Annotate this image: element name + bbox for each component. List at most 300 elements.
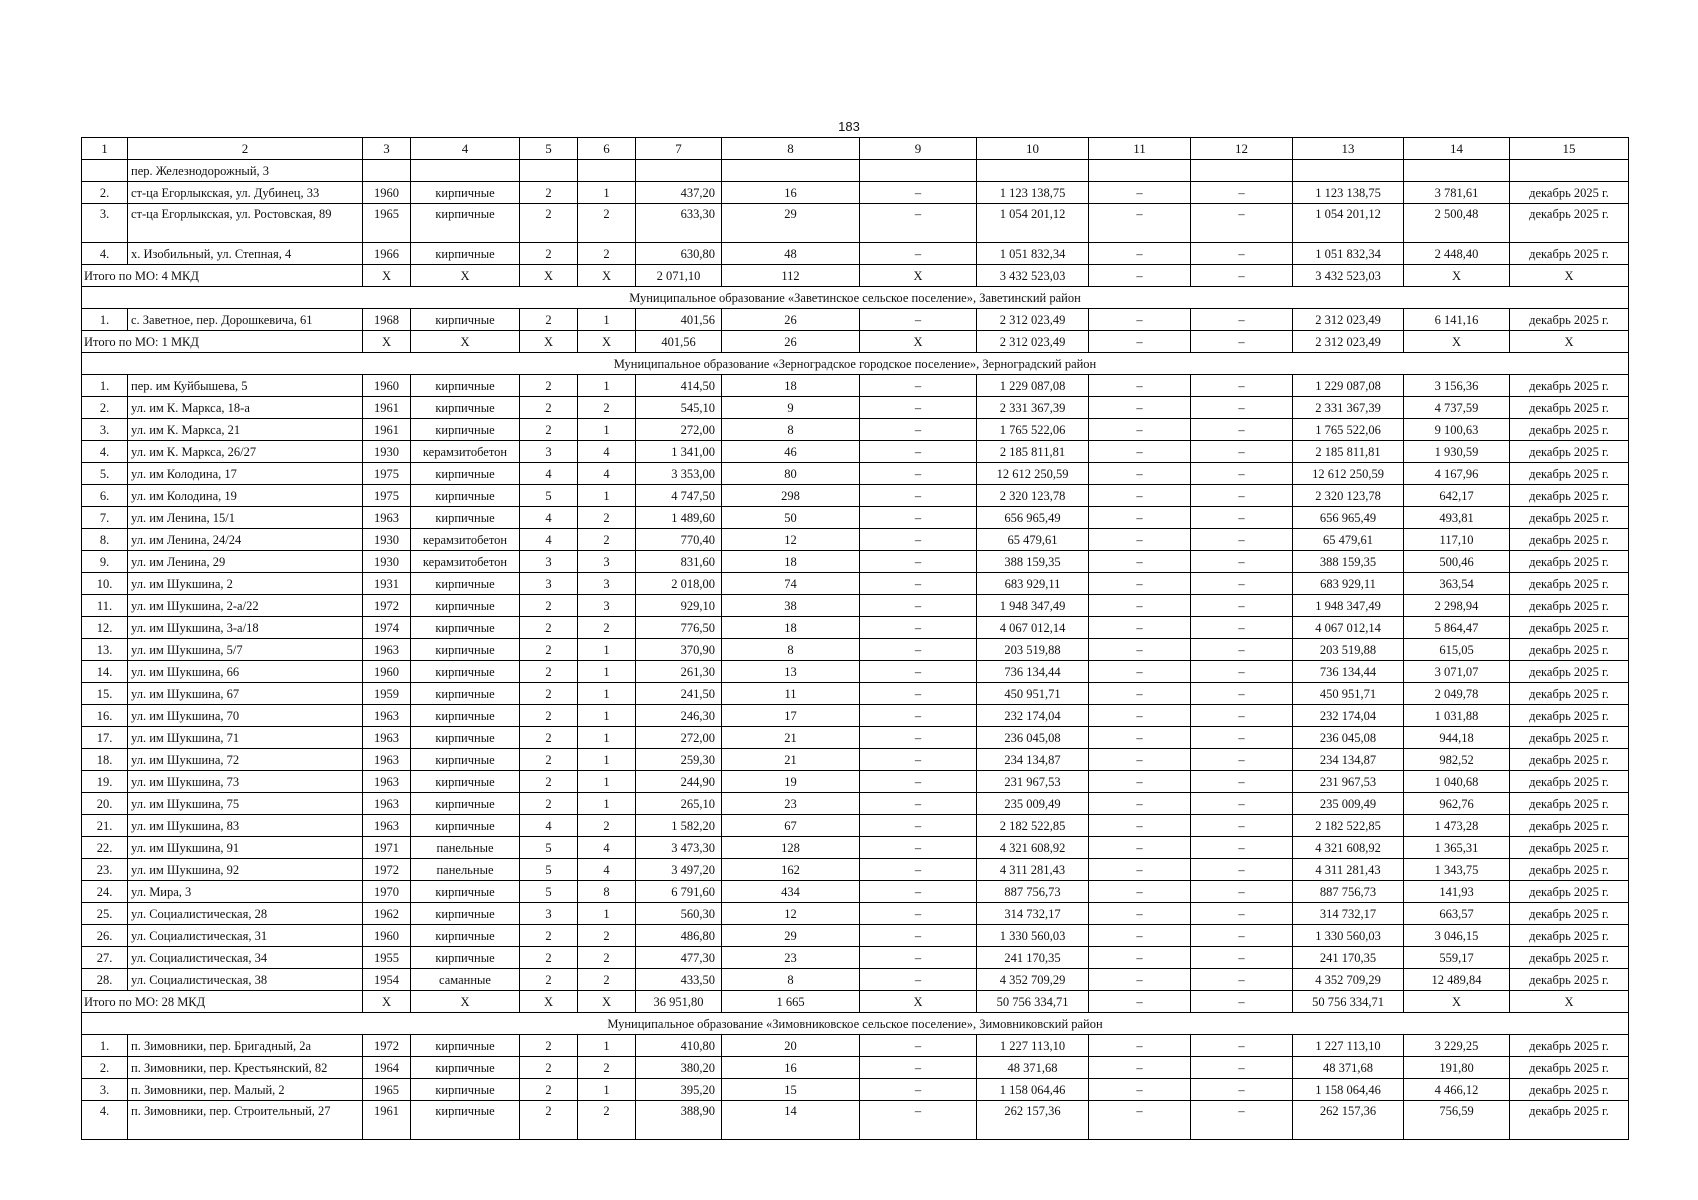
table-cell: – bbox=[860, 1057, 977, 1079]
column-header: 12 bbox=[1191, 138, 1293, 160]
row-number-cell: 21. bbox=[82, 815, 128, 837]
address-cell: ул. им К. Маркса, 21 bbox=[128, 419, 363, 441]
table-cell: – bbox=[860, 485, 977, 507]
row-number-cell: 2. bbox=[82, 397, 128, 419]
table-cell: 962,76 bbox=[1404, 793, 1510, 815]
table-cell: – bbox=[1191, 837, 1293, 859]
table-cell: – bbox=[1191, 419, 1293, 441]
table-cell: 401,56 bbox=[636, 309, 722, 331]
table-row bbox=[82, 969, 1629, 991]
address-cell: ул. им К. Маркса, 18-а bbox=[128, 397, 363, 419]
address-cell: пер. им Куйбышева, 5 bbox=[128, 375, 363, 397]
table-cell: 1 051 832,34 bbox=[977, 243, 1089, 265]
table-cell: 486,80 bbox=[636, 925, 722, 947]
table-cell: – bbox=[860, 947, 977, 969]
table-cell: 1975 bbox=[363, 463, 411, 485]
table-row bbox=[82, 661, 1629, 683]
table-cell: кирпичные bbox=[411, 507, 520, 529]
address-cell: ул. им Шукшина, 66 bbox=[128, 661, 363, 683]
table-cell: 2 bbox=[520, 705, 578, 727]
table-row bbox=[82, 1035, 1629, 1057]
table-cell: 3 781,61 bbox=[1404, 182, 1510, 204]
table-cell: 1 bbox=[578, 771, 636, 793]
table-cell: – bbox=[1191, 375, 1293, 397]
table-cell: – bbox=[1191, 507, 1293, 529]
table-cell bbox=[1510, 160, 1629, 182]
table-cell: – bbox=[1089, 639, 1191, 661]
table-row bbox=[82, 485, 1629, 507]
table-cell: декабрь 2025 г. bbox=[1510, 771, 1629, 793]
total-cell: X bbox=[578, 991, 636, 1013]
table-cell: 2 bbox=[520, 925, 578, 947]
column-header: 9 bbox=[860, 138, 977, 160]
table-cell: 2 185 811,81 bbox=[977, 441, 1089, 463]
total-cell: X bbox=[1404, 331, 1510, 353]
table-cell: 1968 bbox=[363, 309, 411, 331]
table-row bbox=[82, 441, 1629, 463]
table-cell: кирпичные bbox=[411, 182, 520, 204]
table-row bbox=[82, 595, 1629, 617]
table-row bbox=[82, 1079, 1629, 1101]
table-cell: – bbox=[1191, 441, 1293, 463]
table-cell: – bbox=[1089, 1079, 1191, 1101]
table-cell: 1 158 064,46 bbox=[977, 1079, 1089, 1101]
table-cell: 1 bbox=[578, 1079, 636, 1101]
table-cell: 1 765 522,06 bbox=[977, 419, 1089, 441]
table-cell: 1 054 201,12 bbox=[977, 204, 1089, 243]
table-cell: 5 bbox=[520, 485, 578, 507]
table-row bbox=[82, 749, 1629, 771]
address-cell: пер. Железнодорожный, 3 bbox=[128, 160, 363, 182]
table-cell: 191,80 bbox=[1404, 1057, 1510, 1079]
table-cell: 16 bbox=[722, 182, 860, 204]
table-cell: 477,30 bbox=[636, 947, 722, 969]
table-cell: – bbox=[1089, 683, 1191, 705]
table-row bbox=[82, 463, 1629, 485]
table-cell: кирпичные bbox=[411, 375, 520, 397]
table-cell: 1963 bbox=[363, 771, 411, 793]
table-cell: – bbox=[1089, 182, 1191, 204]
table-cell: 560,30 bbox=[636, 903, 722, 925]
table-cell: декабрь 2025 г. bbox=[1510, 463, 1629, 485]
table-cell: декабрь 2025 г. bbox=[1510, 1035, 1629, 1057]
row-number-cell: 7. bbox=[82, 507, 128, 529]
table-cell: – bbox=[1089, 947, 1191, 969]
table-cell: декабрь 2025 г. bbox=[1510, 815, 1629, 837]
table-cell: 244,90 bbox=[636, 771, 722, 793]
table-cell: кирпичные bbox=[411, 463, 520, 485]
table-cell bbox=[977, 160, 1089, 182]
table-cell: – bbox=[1089, 397, 1191, 419]
table-row bbox=[82, 309, 1629, 331]
table-cell: декабрь 2025 г. bbox=[1510, 661, 1629, 683]
row-number-cell: 23. bbox=[82, 859, 128, 881]
column-header: 5 bbox=[520, 138, 578, 160]
table-row bbox=[82, 375, 1629, 397]
table-cell: – bbox=[1089, 551, 1191, 573]
section-header-row bbox=[82, 287, 1629, 309]
table-cell: 1965 bbox=[363, 204, 411, 243]
table-cell: 246,30 bbox=[636, 705, 722, 727]
table-cell: – bbox=[1191, 815, 1293, 837]
table-row bbox=[82, 815, 1629, 837]
table-cell: 1963 bbox=[363, 705, 411, 727]
table-cell: кирпичные bbox=[411, 683, 520, 705]
total-cell: – bbox=[1191, 265, 1293, 287]
table-cell: 1972 bbox=[363, 595, 411, 617]
address-cell: ул. им Шукшина, 2-а/22 bbox=[128, 595, 363, 617]
table-cell: 1 365,31 bbox=[1404, 837, 1510, 859]
table-cell: 2 bbox=[520, 1035, 578, 1057]
table-cell: кирпичные bbox=[411, 771, 520, 793]
table-cell: декабрь 2025 г. bbox=[1510, 683, 1629, 705]
table-cell: 388 159,35 bbox=[1293, 551, 1404, 573]
table-cell: 776,50 bbox=[636, 617, 722, 639]
address-cell: ул. им Ленина, 15/1 bbox=[128, 507, 363, 529]
row-number-cell: 1. bbox=[82, 1035, 128, 1057]
table-cell: кирпичные bbox=[411, 419, 520, 441]
table-cell: – bbox=[1089, 705, 1191, 727]
table-cell: 4 bbox=[578, 837, 636, 859]
table-cell: декабрь 2025 г. bbox=[1510, 1057, 1629, 1079]
table-cell: 1 948 347,49 bbox=[1293, 595, 1404, 617]
total-cell: 112 bbox=[722, 265, 860, 287]
table-cell: кирпичные bbox=[411, 617, 520, 639]
table-cell: – bbox=[1191, 793, 1293, 815]
table-cell: 2 185 811,81 bbox=[1293, 441, 1404, 463]
table-cell: – bbox=[1089, 815, 1191, 837]
table-cell: 298 bbox=[722, 485, 860, 507]
table-cell: 1970 bbox=[363, 881, 411, 903]
table-cell: – bbox=[1191, 243, 1293, 265]
row-number-cell bbox=[82, 160, 128, 182]
table-cell: декабрь 2025 г. bbox=[1510, 617, 1629, 639]
total-label: Итого по МО: 28 МКД bbox=[82, 991, 363, 1013]
table-cell: 12 489,84 bbox=[1404, 969, 1510, 991]
table-cell: 231 967,53 bbox=[1293, 771, 1404, 793]
total-cell: X bbox=[860, 331, 977, 353]
table-cell: 2 bbox=[520, 661, 578, 683]
table-cell: – bbox=[860, 419, 977, 441]
table-row bbox=[82, 727, 1629, 749]
table-cell: – bbox=[1191, 881, 1293, 903]
table-cell: – bbox=[1089, 463, 1191, 485]
total-cell: X bbox=[411, 331, 520, 353]
table-cell: 1 473,28 bbox=[1404, 815, 1510, 837]
table-cell: кирпичные bbox=[411, 1057, 520, 1079]
table-cell: – bbox=[1089, 837, 1191, 859]
table-cell: 1 948 347,49 bbox=[977, 595, 1089, 617]
total-cell: X bbox=[363, 331, 411, 353]
table-cell: 3 353,00 bbox=[636, 463, 722, 485]
table-cell bbox=[411, 160, 520, 182]
table-cell: декабрь 2025 г. bbox=[1510, 947, 1629, 969]
table-cell: – bbox=[860, 903, 977, 925]
table-cell: 262 157,36 bbox=[977, 1101, 1089, 1140]
address-cell: п. Зимовники, пер. Строительный, 27 bbox=[128, 1101, 363, 1140]
table-cell: 1963 bbox=[363, 727, 411, 749]
table-cell: 1930 bbox=[363, 529, 411, 551]
table-cell bbox=[363, 160, 411, 182]
total-cell: 26 bbox=[722, 331, 860, 353]
table-cell: 203 519,88 bbox=[1293, 639, 1404, 661]
table-cell: 1 229 087,08 bbox=[1293, 375, 1404, 397]
table-cell: кирпичные bbox=[411, 793, 520, 815]
table-cell: 8 bbox=[722, 969, 860, 991]
total-row bbox=[82, 331, 1629, 353]
table-cell: 1 031,88 bbox=[1404, 705, 1510, 727]
column-header: 13 bbox=[1293, 138, 1404, 160]
table-cell: 1974 bbox=[363, 617, 411, 639]
table-cell: 1 bbox=[578, 749, 636, 771]
table-row bbox=[82, 617, 1629, 639]
table-cell: – bbox=[860, 881, 977, 903]
table-cell: – bbox=[1191, 639, 1293, 661]
table-cell: 38 bbox=[722, 595, 860, 617]
total-cell: 3 432 523,03 bbox=[977, 265, 1089, 287]
table-row bbox=[82, 705, 1629, 727]
table-cell: 23 bbox=[722, 793, 860, 815]
address-cell: ул. им К. Маркса, 26/27 bbox=[128, 441, 363, 463]
table-cell: – bbox=[1089, 661, 1191, 683]
row-number-cell: 25. bbox=[82, 903, 128, 925]
total-cell: – bbox=[1191, 991, 1293, 1013]
table-cell: панельные bbox=[411, 837, 520, 859]
table-cell: – bbox=[1191, 1035, 1293, 1057]
table-cell: – bbox=[860, 182, 977, 204]
table-cell: – bbox=[1191, 182, 1293, 204]
table-cell: 272,00 bbox=[636, 727, 722, 749]
table-cell: – bbox=[1089, 859, 1191, 881]
table-cell: 2 bbox=[578, 1101, 636, 1140]
table-cell: 16 bbox=[722, 1057, 860, 1079]
table-row bbox=[82, 397, 1629, 419]
table-cell: – bbox=[860, 375, 977, 397]
table-cell: 642,17 bbox=[1404, 485, 1510, 507]
table-cell: – bbox=[1191, 1079, 1293, 1101]
table-cell: 1959 bbox=[363, 683, 411, 705]
table-cell: декабрь 2025 г. bbox=[1510, 837, 1629, 859]
row-number-cell: 18. bbox=[82, 749, 128, 771]
table-cell: – bbox=[1089, 419, 1191, 441]
address-cell: ул. им Шукшина, 3-а/18 bbox=[128, 617, 363, 639]
table-row bbox=[82, 160, 1629, 182]
table-cell: 437,20 bbox=[636, 182, 722, 204]
table-cell: 434 bbox=[722, 881, 860, 903]
table-cell: – bbox=[860, 397, 977, 419]
table-cell: 500,46 bbox=[1404, 551, 1510, 573]
table-cell: кирпичные bbox=[411, 1101, 520, 1140]
table-cell: 262 157,36 bbox=[1293, 1101, 1404, 1140]
section-header-row bbox=[82, 353, 1629, 375]
table-cell: 2 bbox=[520, 419, 578, 441]
table-cell: 231 967,53 bbox=[977, 771, 1089, 793]
table-cell: – bbox=[1191, 529, 1293, 551]
table-cell: – bbox=[1089, 1101, 1191, 1140]
table-cell: 3 071,07 bbox=[1404, 661, 1510, 683]
table-cell: – bbox=[860, 463, 977, 485]
table-cell: 395,20 bbox=[636, 1079, 722, 1101]
table-cell: 1961 bbox=[363, 1101, 411, 1140]
table-cell bbox=[1089, 160, 1191, 182]
total-cell: – bbox=[1089, 265, 1191, 287]
table-row bbox=[82, 925, 1629, 947]
table-cell bbox=[1293, 160, 1404, 182]
table-cell: 2 bbox=[520, 683, 578, 705]
table-cell: 663,57 bbox=[1404, 903, 1510, 925]
table-cell: – bbox=[860, 661, 977, 683]
table-cell: 1971 bbox=[363, 837, 411, 859]
table-cell: декабрь 2025 г. bbox=[1510, 507, 1629, 529]
table-cell: 46 bbox=[722, 441, 860, 463]
table-cell: 2 bbox=[520, 1101, 578, 1140]
table-row bbox=[82, 573, 1629, 595]
table-cell: 4 352 709,29 bbox=[977, 969, 1089, 991]
address-cell: ул. Социалистическая, 34 bbox=[128, 947, 363, 969]
table-cell: 48 371,68 bbox=[1293, 1057, 1404, 1079]
table-cell: 1965 bbox=[363, 1079, 411, 1101]
table-cell: 235 009,49 bbox=[1293, 793, 1404, 815]
table-cell: 683 929,11 bbox=[977, 573, 1089, 595]
table-cell: 1 bbox=[578, 182, 636, 204]
table-cell: кирпичные bbox=[411, 661, 520, 683]
address-cell: ул. им Шукшина, 83 bbox=[128, 815, 363, 837]
table-cell: – bbox=[1089, 969, 1191, 991]
table-cell: 5 bbox=[520, 881, 578, 903]
total-cell: 1 665 bbox=[722, 991, 860, 1013]
table-cell: – bbox=[860, 243, 977, 265]
total-cell: 50 756 334,71 bbox=[977, 991, 1089, 1013]
table-cell: кирпичные bbox=[411, 397, 520, 419]
table-row bbox=[82, 837, 1629, 859]
table-cell: – bbox=[860, 507, 977, 529]
table-cell: саманные bbox=[411, 969, 520, 991]
table-cell: 18 bbox=[722, 617, 860, 639]
table-cell: 2 bbox=[520, 243, 578, 265]
table-cell: кирпичные bbox=[411, 903, 520, 925]
address-cell: ул. им Шукшина, 75 bbox=[128, 793, 363, 815]
table-cell: декабрь 2025 г. bbox=[1510, 903, 1629, 925]
table-cell: 1 040,68 bbox=[1404, 771, 1510, 793]
table-cell bbox=[1191, 160, 1293, 182]
row-number-cell: 15. bbox=[82, 683, 128, 705]
table-row bbox=[82, 182, 1629, 204]
table-cell: 1964 bbox=[363, 1057, 411, 1079]
table-cell: 1954 bbox=[363, 969, 411, 991]
table-cell: 1 054 201,12 bbox=[1293, 204, 1404, 243]
table-cell: 770,40 bbox=[636, 529, 722, 551]
row-number-cell: 3. bbox=[82, 204, 128, 243]
table-cell: – bbox=[860, 749, 977, 771]
table-cell: – bbox=[1089, 243, 1191, 265]
table-cell: 2 500,48 bbox=[1404, 204, 1510, 243]
table-cell: 2 bbox=[520, 182, 578, 204]
table-cell: 1963 bbox=[363, 815, 411, 837]
table-cell: 236 045,08 bbox=[1293, 727, 1404, 749]
table-cell: 982,52 bbox=[1404, 749, 1510, 771]
table-cell: 831,60 bbox=[636, 551, 722, 573]
address-cell: ул. Социалистическая, 31 bbox=[128, 925, 363, 947]
table-cell: – bbox=[1089, 204, 1191, 243]
table-cell: 1 bbox=[578, 727, 636, 749]
table-cell: – bbox=[1089, 309, 1191, 331]
table-cell: 1 343,75 bbox=[1404, 859, 1510, 881]
table-cell: 450 951,71 bbox=[1293, 683, 1404, 705]
table-cell: – bbox=[860, 441, 977, 463]
table-cell: кирпичные bbox=[411, 639, 520, 661]
address-cell: ул. им Шукшина, 92 bbox=[128, 859, 363, 881]
table-cell: – bbox=[1089, 881, 1191, 903]
table-cell: 3 497,20 bbox=[636, 859, 722, 881]
table-cell: 12 bbox=[722, 529, 860, 551]
table-cell: 203 519,88 bbox=[977, 639, 1089, 661]
table-cell: декабрь 2025 г. bbox=[1510, 375, 1629, 397]
table-cell: 493,81 bbox=[1404, 507, 1510, 529]
table-cell: 1 229 087,08 bbox=[977, 375, 1089, 397]
total-cell: X bbox=[363, 991, 411, 1013]
table-cell: 433,50 bbox=[636, 969, 722, 991]
table-cell: декабрь 2025 г. bbox=[1510, 529, 1629, 551]
table-cell: 234 134,87 bbox=[977, 749, 1089, 771]
table-cell: 1972 bbox=[363, 859, 411, 881]
total-cell: X bbox=[1510, 331, 1629, 353]
table-cell: 4 bbox=[520, 463, 578, 485]
table-cell: 80 bbox=[722, 463, 860, 485]
table-cell: 14 bbox=[722, 1101, 860, 1140]
table-cell: 241 170,35 bbox=[1293, 947, 1404, 969]
table-cell: – bbox=[860, 1035, 977, 1057]
table-cell: 12 612 250,59 bbox=[1293, 463, 1404, 485]
table-cell: 2 bbox=[520, 617, 578, 639]
table-cell: 2 bbox=[520, 1079, 578, 1101]
table-cell: – bbox=[1191, 903, 1293, 925]
table-cell: декабрь 2025 г. bbox=[1510, 727, 1629, 749]
row-number-cell: 1. bbox=[82, 375, 128, 397]
table-cell: 232 174,04 bbox=[977, 705, 1089, 727]
table-cell: кирпичные bbox=[411, 749, 520, 771]
table-cell: 2 320 123,78 bbox=[977, 485, 1089, 507]
table-cell: – bbox=[1089, 617, 1191, 639]
table-cell: – bbox=[1089, 573, 1191, 595]
table-cell: – bbox=[860, 705, 977, 727]
row-number-cell: 11. bbox=[82, 595, 128, 617]
table-cell: 4 bbox=[520, 529, 578, 551]
table-cell: 4 737,59 bbox=[1404, 397, 1510, 419]
address-cell: ст-ца Егорлыкская, ул. Дубинец, 33 bbox=[128, 182, 363, 204]
total-cell: X bbox=[1404, 265, 1510, 287]
table-cell: 2 bbox=[520, 397, 578, 419]
column-header: 6 bbox=[578, 138, 636, 160]
total-cell: X bbox=[520, 265, 578, 287]
row-number-cell: 1. bbox=[82, 309, 128, 331]
table-cell: – bbox=[1191, 1057, 1293, 1079]
table-cell: 1975 bbox=[363, 485, 411, 507]
table-cell: 3 bbox=[520, 551, 578, 573]
table-cell: 4 352 709,29 bbox=[1293, 969, 1404, 991]
table-cell: 2 bbox=[578, 397, 636, 419]
table-cell: 1960 bbox=[363, 925, 411, 947]
table-cell: 236 045,08 bbox=[977, 727, 1089, 749]
table-cell: 17 bbox=[722, 705, 860, 727]
row-number-cell: 10. bbox=[82, 573, 128, 595]
row-number-cell: 2. bbox=[82, 182, 128, 204]
table-cell: – bbox=[1191, 727, 1293, 749]
row-number-cell: 3. bbox=[82, 419, 128, 441]
table-cell: 4 bbox=[520, 507, 578, 529]
table-cell: – bbox=[860, 617, 977, 639]
table-cell: – bbox=[860, 529, 977, 551]
table-cell: 1 930,59 bbox=[1404, 441, 1510, 463]
